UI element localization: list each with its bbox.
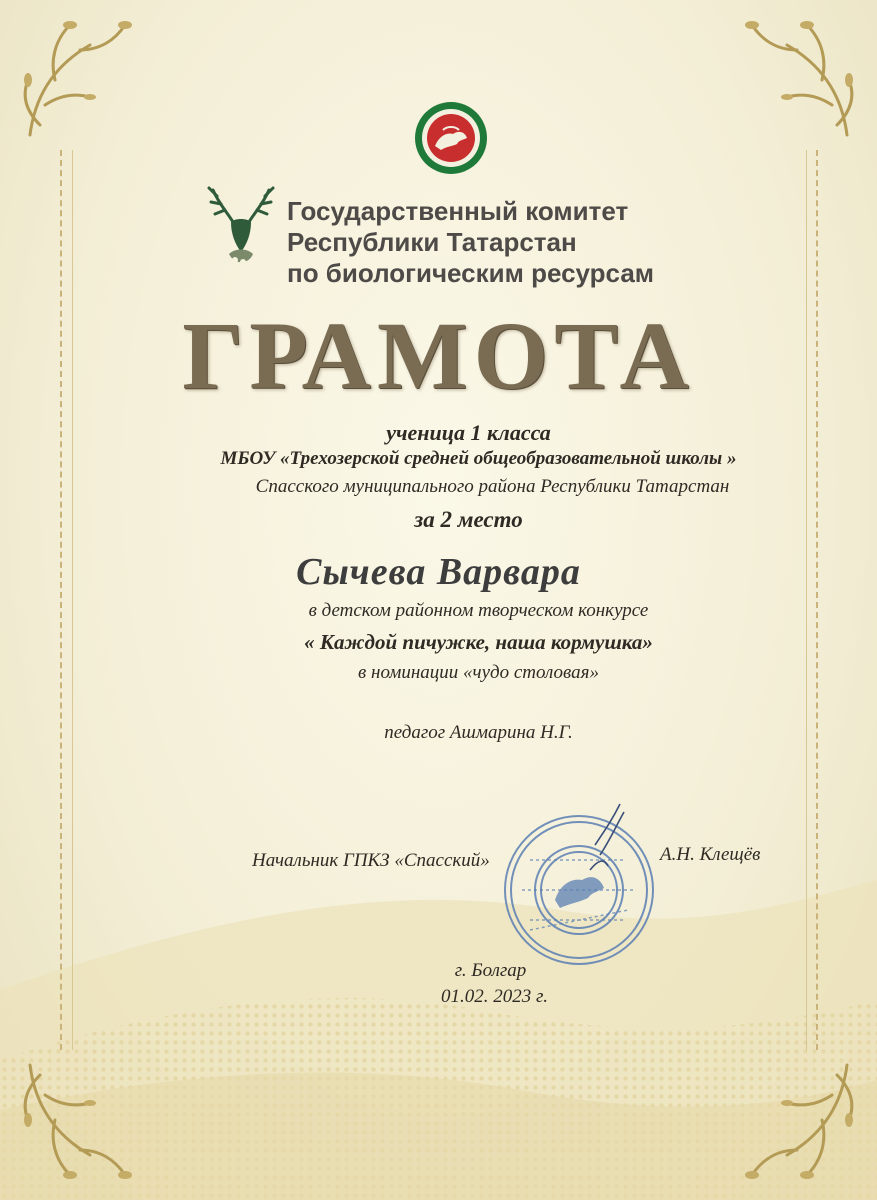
ornament-top-right-icon <box>727 5 867 145</box>
place-award: за 2 место <box>414 507 523 532</box>
signatory-name: А.Н. Клещёв <box>660 844 761 865</box>
date: 01.02. 2023 г. <box>441 986 548 1007</box>
ornament-bottom-left-icon <box>10 1055 150 1195</box>
city: г. Болгар <box>454 960 527 981</box>
school-name: МБОУ «Трехозерской средней общеобразовательной школы » <box>220 448 737 469</box>
certificate-title: ГРАМОТА <box>182 302 695 409</box>
committee-line-3: по биологическим ресурсам <box>287 258 655 288</box>
teacher-name: педагог Ашмарина Н.Г. <box>384 722 573 743</box>
committee-line-2: Республики Татарстан <box>287 227 577 257</box>
signatory-position: Начальник ГПКЗ «Спасский» <box>252 850 490 871</box>
official-seal-icon <box>500 800 658 968</box>
contest-intro: в детском районном творческом конкурсе <box>308 600 649 621</box>
committee-line-1: Государственный комитет <box>287 196 629 226</box>
ornament-top-left-icon <box>10 5 150 145</box>
deer-head-logo-icon <box>205 182 277 274</box>
committee-name <box>287 196 707 289</box>
tatarstan-coat-of-arms-icon <box>413 100 489 176</box>
student-grade: ученица 1 класса <box>386 420 551 445</box>
contest-name: « Каждой пичужке, наша кормушка» <box>304 630 653 654</box>
nomination: в номинации «чудо столовая» <box>358 662 599 683</box>
ornament-bottom-right-icon <box>727 1055 867 1195</box>
signature-row <box>0 844 877 880</box>
recipient-name: Сычева Варвара <box>296 551 581 593</box>
district-name: Спасского муниципального района Республики Татарстан <box>255 476 730 497</box>
